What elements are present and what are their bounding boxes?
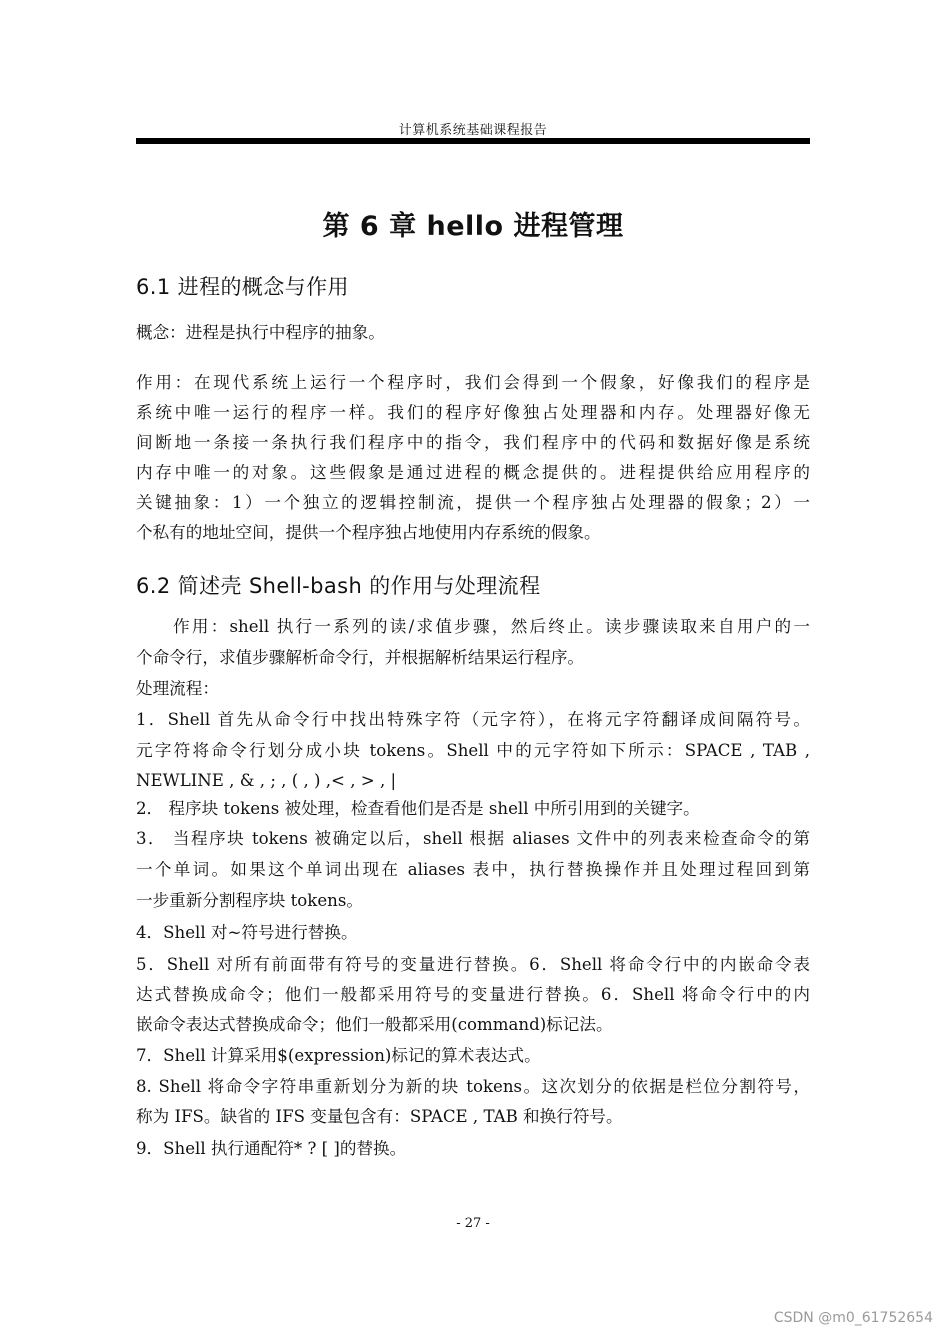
paragraph-line: 个命令行，求值步骤解析命令行，并根据解析结果运行程序。 (136, 648, 585, 667)
list-item: NEWLINE , & , ; , ( , ) ,< , > , | (136, 771, 397, 790)
paragraph-line: 概念：进程是执行中程序的抽象。 (136, 323, 385, 342)
paragraph-line: 作用：shell 执行一系列的读/求值步骤，然后终止。读步骤读取来自用户的一 (173, 617, 810, 636)
list-item: 5．Shell 对所有前面带有符号的变量进行替换。6．Shell 将命令行中的内嵌命令表 (136, 955, 810, 974)
running-header: 计算机系统基础课程报告 (398, 123, 548, 138)
list-item: 元字符将命令行划分成小块 tokens。Shell 中的元字符如下所示：SPACE , TAB , (136, 741, 810, 760)
section-title-6-2: 6.2 简述壳 Shell-bash 的作用与处理流程 (136, 574, 541, 598)
list-item: 4．Shell 对~符号进行替换。 (136, 923, 358, 942)
chapter-title: 第 6 章 hello 进程管理 (322, 211, 624, 242)
list-item: 2． 程序块 tokens 被处理，检查看他们是否是 shell 中所引用到的关键字。 (136, 799, 700, 818)
csdn-watermark: CSDN @m0_61752654 (773, 1310, 933, 1326)
header-rule (136, 138, 810, 144)
list-item: 达式替换成命令；他们一般都采用符号的变量进行替换。6．Shell 将命令行中的内 (136, 985, 810, 1004)
paragraph-line: 处理流程： (136, 679, 219, 698)
paragraph-line: 关键抽象：1）一个独立的逻辑控制流，提供一个程序独占处理器的假象；2）一 (136, 493, 810, 512)
list-item: 7．Shell 计算采用$(expression)标记的算术表达式。 (136, 1046, 541, 1065)
paragraph-line: 间断地一条接一条执行我们程序中的指令，我们程序中的代码和数据好像是系统 (136, 433, 810, 452)
list-item: 9．Shell 执行通配符* ? [ ]的替换。 (136, 1139, 407, 1158)
paragraph-line: 个私有的地址空间，提供一个程序独占地使用内存系统的假象。 (136, 523, 601, 542)
page-number: - 27 - (456, 1216, 490, 1231)
list-item: 3． 当程序块 tokens 被确定以后，shell 根据 aliases 文件中的列表来检查命令的第 (136, 829, 810, 848)
list-item: 一步重新分割程序块 tokens。 (136, 891, 363, 910)
paragraph-line: 内存中唯一的对象。这些假象是通过进程的概念提供的。进程提供给应用程序的 (136, 463, 810, 482)
paragraph-line: 系统中唯一运行的程序一样。我们的程序好像独占处理器和内存。处理器好像无 (136, 403, 810, 422)
paragraph-line: 作用：在现代系统上运行一个程序时，我们会得到一个假象，好像我们的程序是 (136, 373, 810, 392)
list-item: 称为 IFS。缺省的 IFS 变量包含有：SPACE , TAB 和换行符号。 (136, 1107, 623, 1126)
section-title-6-1: 6.1 进程的概念与作用 (136, 275, 349, 299)
list-item: 8. Shell 将命令字符串重新划分为新的块 tokens。这次划分的依据是栏位分割符号， (136, 1077, 810, 1096)
list-item: 嵌命令表达式替换成命令；他们一般都采用(command)标记法。 (136, 1015, 613, 1034)
list-item: 一个单词。如果这个单词出现在 aliases 表中，执行替换操作并且处理过程回到第 (136, 860, 810, 879)
list-item: 1．Shell 首先从命令行中找出特殊字符（元字符），在将元字符翻译成间隔符号。 (136, 710, 810, 729)
